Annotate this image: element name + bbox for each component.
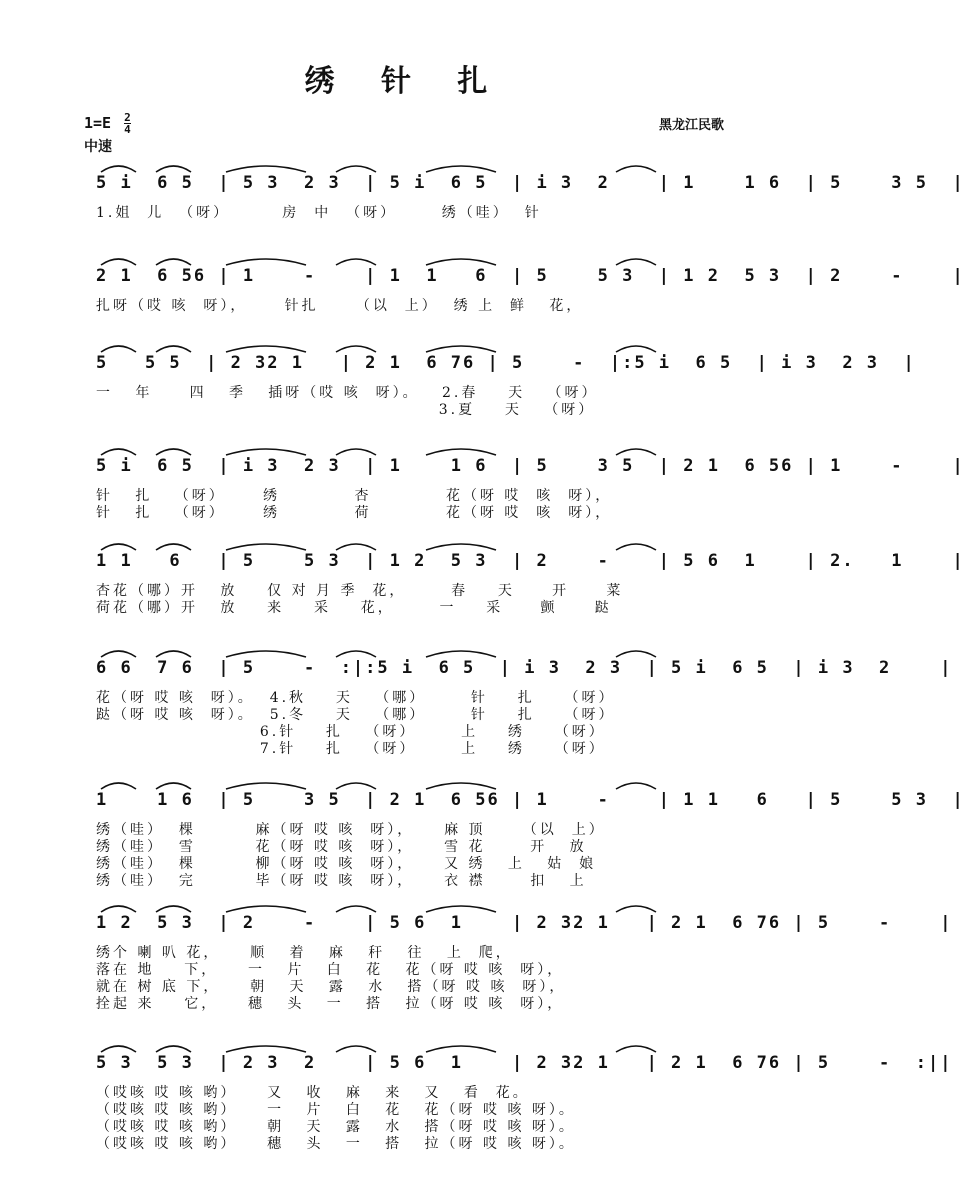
notation-line-9	[96, 1045, 953, 1085]
slur-arc	[226, 346, 306, 352]
slur-arc	[226, 166, 306, 172]
slur-arc	[426, 651, 496, 657]
slur-arc	[336, 1046, 376, 1052]
slur-arc	[426, 166, 496, 172]
notes-text: 5 i 6 5 | i 3 2 3 | 1 1 6 | 5 3 5 | 2 1 6 56 | 1 - |	[96, 456, 965, 476]
lyric-line: 就在 树 底 下， 朝 天 露 水 搭（呀 哎 咳 呀），	[96, 979, 567, 995]
slur-arc	[101, 783, 136, 789]
slur-arc	[336, 906, 376, 912]
lyric-line: （哎咳 哎 咳 哟） 穗 头 一 搭 拉（呀 哎 咳 呀）。	[96, 1136, 576, 1152]
slur-arc	[226, 449, 306, 455]
notes-text: 1 1 6 | 5 5 3 | 1 2 5 3 | 2 - | 5 6 1 | 2. 1 |	[96, 551, 965, 571]
slur-arc	[616, 1046, 656, 1052]
lyric-line: （哎咳 哎 咳 哟） 朝 天 露 水 搭（呀 哎 咳 呀）。	[96, 1119, 576, 1135]
slur-arc	[226, 906, 306, 912]
slur-marks	[96, 1041, 726, 1051]
notation-line-7	[96, 782, 965, 822]
slur-arc	[336, 259, 376, 265]
notes-text: 5 3 5 3 | 2 3 2 | 5 6 1 | 2 32 1 | 2 1 6 76 | 5 - :||	[96, 1053, 953, 1073]
song-title: 绣 针 扎	[304, 64, 506, 99]
slur-arc	[226, 783, 306, 789]
slur-arc	[156, 1046, 191, 1052]
slur-arc	[336, 783, 376, 789]
key-signature	[84, 112, 131, 135]
lyric-line: 1.姐 儿 （呀） 房 中 （呀） 绣（哇） 针	[96, 205, 542, 221]
slur-marks	[96, 646, 726, 656]
slur-arc	[156, 449, 191, 455]
notes-text: 1 1 6 | 5 3 5 | 2 1 6 56 | 1 - | 1 1 6 | 5 5 3 |	[96, 790, 965, 810]
slur-arc	[156, 651, 191, 657]
slur-arc	[156, 166, 191, 172]
slur-arc	[101, 544, 136, 550]
slur-arc	[226, 651, 306, 657]
slur-arc	[426, 906, 496, 912]
lyric-line: 荷花（哪）开 放 来 采 花， 一 采 颤 跶	[96, 600, 612, 616]
notation-line-5	[96, 543, 965, 583]
slur-arc	[426, 259, 496, 265]
notes-text: 5 i 6 5 | 5 3 2 3 | 5 i 6 5 | i 3 2 | 1 1 6 | 5 3 5 |	[96, 173, 965, 193]
notation-line-6	[96, 650, 953, 690]
slur-arc	[226, 1046, 306, 1052]
slur-arc	[156, 544, 191, 550]
slur-arc	[156, 906, 191, 912]
lyric-line: 绣（哇） 完 毕（呀 哎 咳 呀）， 衣 襟 扣 上	[96, 873, 587, 889]
lyric-line: 落在 地 下， 一 片 白 花 花（呀 哎 咳 呀），	[96, 962, 565, 978]
notation-line-2	[96, 258, 965, 298]
lyric-line: 一 年 四 季 插呀（哎 咳 呀）。 2.春 天 （呀）	[96, 385, 599, 401]
lyric-line: 拴起 来 它， 穗 头 一 搭 拉（呀 哎 咳 呀），	[96, 996, 565, 1012]
slur-arc	[426, 346, 496, 352]
tempo-marking: 中速	[84, 139, 112, 155]
time-signature	[124, 112, 131, 135]
slur-arc	[156, 783, 191, 789]
slur-marks	[96, 539, 726, 549]
slur-arc	[226, 544, 306, 550]
lyric-line: 6.针 扎 （呀） 上 绣 （呀）	[96, 724, 606, 740]
slur-arc	[101, 449, 136, 455]
lyric-line: 绣（哇） 雪 花（呀 哎 咳 呀）， 雪 花 开 放	[96, 839, 587, 855]
lyric-line: 绣（哇） 棵 麻（呀 哎 咳 呀）， 麻 顶 （以 上）	[96, 822, 606, 838]
slur-arc	[616, 346, 656, 352]
slur-arc	[156, 346, 191, 352]
slur-arc	[616, 259, 656, 265]
slur-arc	[101, 166, 136, 172]
slur-arc	[616, 783, 656, 789]
slur-arc	[616, 651, 656, 657]
slur-marks	[96, 901, 726, 911]
slur-arc	[336, 449, 376, 455]
lyric-line: （哎咳 哎 咳 哟） 一 片 白 花 花（呀 哎 咳 呀）。	[96, 1102, 576, 1118]
lyric-line: 针 扎 （呀） 绣 杏 花（呀 哎 咳 呀），	[96, 488, 613, 504]
slur-arc	[616, 449, 656, 455]
slur-arc	[616, 166, 656, 172]
slur-arc	[101, 651, 136, 657]
lyric-line: 3.夏 天 （呀）	[96, 402, 596, 418]
composer-credit: 黑龙江民歌	[658, 118, 724, 133]
lyric-line: 绣（哇） 棵 柳（呀 哎 咳 呀）， 又 绣 上 姑 娘	[96, 856, 597, 872]
slur-arc	[101, 346, 136, 352]
slur-arc	[426, 449, 496, 455]
slur-arc	[336, 346, 376, 352]
notation-line-8	[96, 905, 953, 945]
lyric-line: 扎呀（哎 咳 呀）， 针扎 （以 上） 绣 上 鲜 花，	[96, 298, 584, 314]
lyric-line: 杏花（哪）开 放 仅 对 月 季 花， 春 天 开 菜	[96, 583, 624, 599]
slur-marks	[96, 254, 726, 264]
slur-arc	[616, 906, 656, 912]
slur-arc	[101, 1046, 136, 1052]
lyric-line: 针 扎 （呀） 绣 荷 花（呀 哎 咳 呀），	[96, 505, 613, 521]
slur-marks	[96, 161, 726, 171]
lyric-line: 绣个 喇 叭 花， 顺 着 麻 秆 往 上 爬，	[96, 945, 513, 961]
time-sig-bottom: 4	[124, 123, 131, 136]
slur-arc	[426, 1046, 496, 1052]
slur-arc	[156, 259, 191, 265]
slur-arc	[101, 906, 136, 912]
slur-arc	[336, 166, 376, 172]
slur-arc	[616, 544, 656, 550]
notes-text: 2 1 6 56 | 1 - | 1 1 6 | 5 5 3 | 1 2 5 3 | 2 - |	[96, 266, 965, 286]
notation-line-4	[96, 448, 965, 488]
slur-arc	[101, 259, 136, 265]
slur-arc	[226, 259, 306, 265]
time-sig-top: 2	[124, 111, 131, 124]
slur-arc	[426, 783, 496, 789]
lyric-line: 7.针 扎 （呀） 上 绣 （呀）	[96, 741, 606, 757]
slur-arc	[336, 544, 376, 550]
notation-line-1	[96, 165, 965, 205]
slur-arc	[426, 544, 496, 550]
slur-arc	[336, 651, 376, 657]
slur-marks	[96, 778, 726, 788]
slur-marks	[96, 444, 726, 454]
notes-text: 1 2 5 3 | 2 - | 5 6 1 | 2 32 1 | 2 1 6 76 | 5 - |	[96, 913, 953, 933]
notes-text: 5 5 5 | 2 32 1 | 2 1 6 76 | 5 - |:5 i 6 5 | i 3 2 3 |	[96, 353, 916, 373]
lyric-line: 花（呀 哎 咳 呀）。 4.秋 天 （哪） 针 扎 （呀）	[96, 690, 616, 706]
key-label: 1=E	[84, 114, 112, 132]
lyric-line: 跶（呀 哎 咳 呀）。 5.冬 天 （哪） 针 扎 （呀）	[96, 707, 616, 723]
notation-line-3	[96, 345, 916, 385]
lyric-line: （哎咳 哎 咳 哟） 又 收 麻 来 又 看 花。	[96, 1085, 530, 1101]
notes-text: 6 6 7 6 | 5 - :|:5 i 6 5 | i 3 2 3 | 5 i 6 5 | i 3 2 |	[96, 658, 953, 678]
slur-marks	[96, 341, 726, 351]
